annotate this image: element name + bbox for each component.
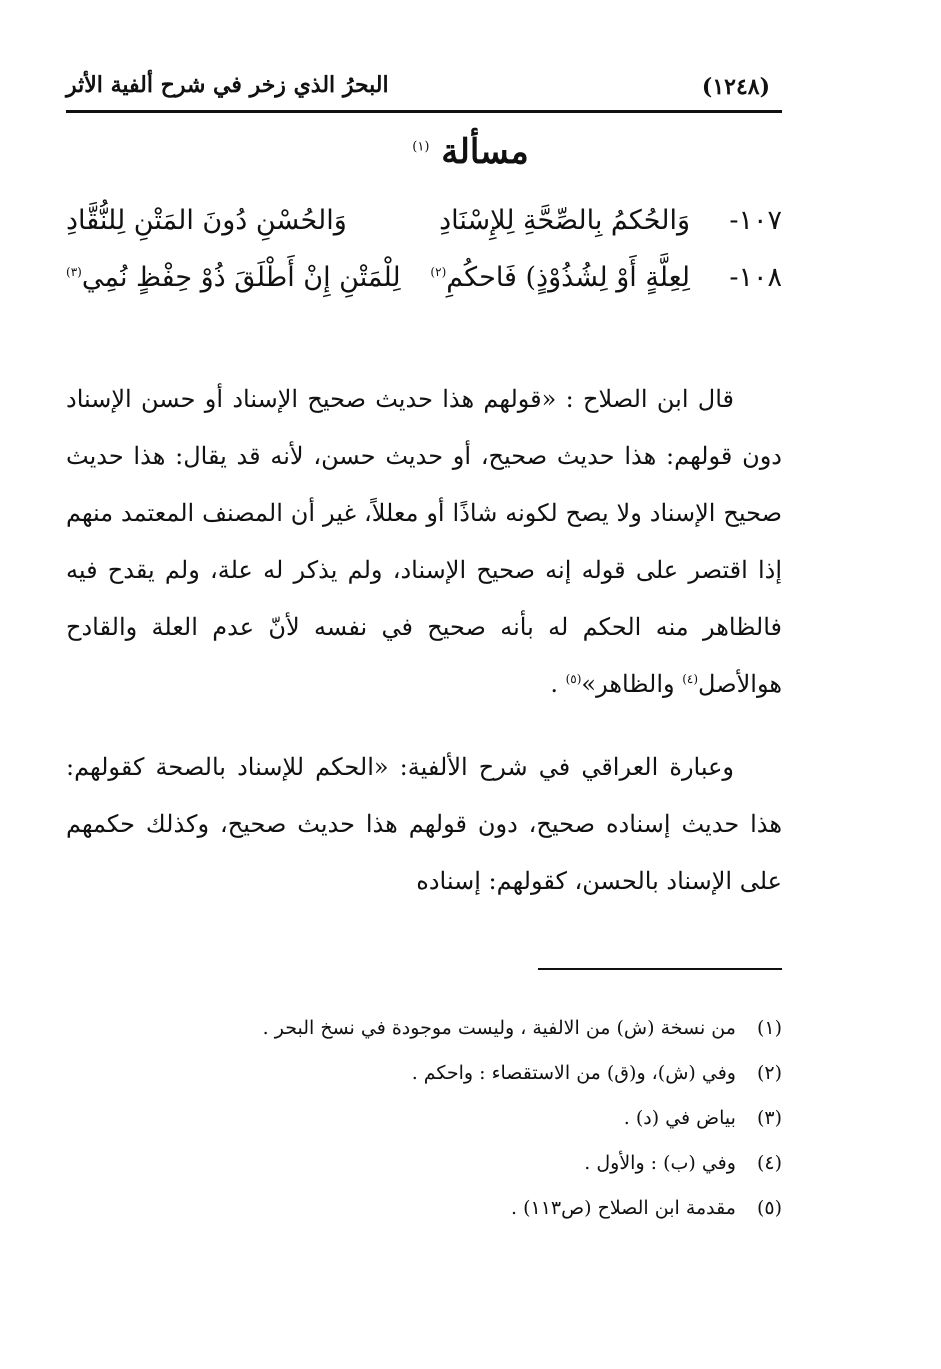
footnotes-list bbox=[66, 1006, 782, 1231]
verse-first-hemistich bbox=[439, 205, 690, 236]
header-rule bbox=[66, 110, 782, 113]
footnote-item bbox=[66, 1186, 782, 1231]
verse-first-text: لِعِلَّةٍ أَوْ لِشُذُوْذٍ) فَاحكُمِ bbox=[446, 262, 690, 293]
footnote-separator bbox=[538, 968, 782, 970]
footnote-number: (٤) bbox=[756, 1152, 782, 1174]
verse-number: ١٠٨- bbox=[729, 262, 782, 293]
verse-second-text: وَالحُسْنِ دُونَ المَتْنِ لِلنُّقَّادِ bbox=[66, 205, 347, 236]
footnote-text: مقدمة ابن الصلاح (ص١١٣) . bbox=[511, 1197, 736, 1219]
footnote-number: (١) bbox=[756, 1017, 782, 1039]
footnote-text: وفي (ب) : والأول . bbox=[584, 1152, 736, 1174]
verse-number: ١٠٧- bbox=[729, 205, 782, 236]
footnote-item bbox=[66, 1141, 782, 1186]
section-title bbox=[0, 132, 941, 172]
footnote-ref: (٤) bbox=[682, 672, 699, 686]
footnote-number: (٢) bbox=[756, 1062, 782, 1084]
footnote-item bbox=[66, 1051, 782, 1096]
paragraph-text: قال ابن الصلاح : «قولهم هذا حديث صحيح الإسناد أو حسن الإسناد دون قولهم: هذا حديث صحيح، أو حديث حسن، لأنه قد يقال: هذا حديث صحيح الإسناد ولا يصح لكونه شاذًا أو معللاً، غير أن المصنف المعتمد منهم إذا اقتصر على قوله إنه صحيح الإسناد، ولم يذكر له علة، ولم يقدح فيه فالظاهر منه الحكم له بأنه صحيح في نفسه لأنّ عدم العلة والقادح هوالأصل bbox=[66, 385, 782, 698]
verse-second-hemistich bbox=[66, 205, 347, 236]
footnote-ref: (٥) bbox=[565, 672, 582, 686]
footnote-number: (٣) bbox=[756, 1107, 782, 1129]
footnote-text: بياض في (د) . bbox=[623, 1107, 736, 1129]
body-paragraph-iraqi bbox=[66, 739, 782, 910]
page-number: (١٢٤٨) bbox=[701, 74, 770, 100]
section-footnote-ref: (١) bbox=[412, 139, 430, 155]
footnote-item bbox=[66, 1096, 782, 1141]
running-title: البحرُ الذي زخر في شرح ألفية الأثر bbox=[66, 72, 389, 98]
verse-108 bbox=[66, 262, 782, 308]
verse-first-hemistich bbox=[430, 262, 690, 293]
footnote-text: من نسخة (ش) من الالفية ، وليست موجودة في نسخ البحر . bbox=[262, 1017, 736, 1039]
footnote-number: (٥) bbox=[756, 1197, 782, 1219]
verse-107 bbox=[66, 205, 782, 251]
footnote-item bbox=[66, 1006, 782, 1051]
paragraph-text: والظاهر» bbox=[581, 670, 683, 698]
verse-first-text: وَالحُكمُ بِالصِّحَّةِ لِلإِسْنَادِ bbox=[439, 205, 690, 236]
body-paragraph-ibn-salah bbox=[66, 371, 782, 713]
verse-second-hemistich bbox=[66, 262, 401, 293]
paragraph-text: وعبارة العراقي في شرح الألفية: «الحكم للإسناد بالصحة كقولهم: هذا حديث إسناده صحيح، دون قولهم هذا حديث صحيح، وكذلك حكمهم على الإسناد بالحسن، كقولهم: إسناده bbox=[66, 753, 783, 895]
section-title-text: مسألة bbox=[441, 132, 529, 172]
footnote-ref: (٢) bbox=[430, 265, 447, 279]
paragraph-text: . bbox=[550, 670, 566, 698]
page-header bbox=[66, 66, 782, 104]
verse-second-text: لِلْمَتْنِ إِنْ أَطْلَقَ ذُوْ حِفْظٍ نُمِي bbox=[81, 262, 401, 293]
footnote-text: وفي (ش)، و(ق) من الاستقصاء : واحكم . bbox=[411, 1062, 736, 1084]
footnote-ref: (٣) bbox=[66, 265, 82, 279]
